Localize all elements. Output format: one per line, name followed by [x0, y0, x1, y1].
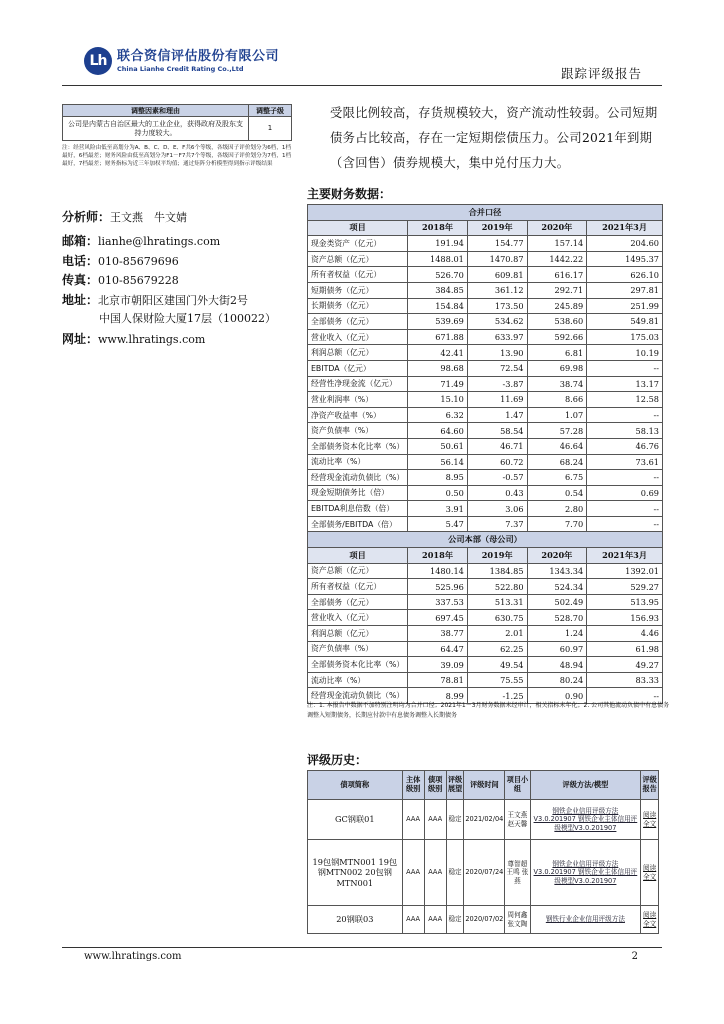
fin-row-item: 现金短期债务比（倍）	[308, 485, 408, 501]
fin-row-item: 资产负债率（%）	[308, 641, 408, 657]
page-number: 2	[631, 951, 638, 962]
fin-row-value: 251.99	[587, 298, 663, 314]
fin-row-value: 1.24	[527, 626, 587, 642]
fin-row-value: 0.43	[467, 485, 527, 501]
fin-row-value: 534.62	[467, 314, 527, 330]
fin-row	[308, 579, 663, 595]
fin-row-value: 13.17	[587, 376, 663, 392]
history-col-header: 评级报告	[641, 771, 659, 800]
website-row	[62, 330, 312, 350]
history-date: 2020/07/24	[464, 840, 505, 906]
rating-history-table	[307, 770, 659, 934]
fin-row-value: 173.50	[467, 298, 527, 314]
fin-row-value: 64.47	[408, 641, 468, 657]
fax-row	[62, 271, 312, 291]
fin-row-value: 38.74	[527, 376, 587, 392]
fin-row-value: 15.10	[408, 392, 468, 408]
fin-row-value: 8.99	[408, 688, 468, 704]
fin-row-item: 经营现金流动负债比（%）	[308, 470, 408, 486]
history-col-header: 债项简称	[308, 771, 403, 800]
fin-row	[308, 298, 663, 314]
fin-row-value: 11.69	[467, 392, 527, 408]
analyst-row	[62, 208, 312, 232]
fin-row-value: 513.95	[587, 594, 663, 610]
history-report-link[interactable]: 阅读全文	[641, 906, 659, 934]
fin-row-item: 现金类资产（亿元）	[308, 236, 408, 252]
fin-row-value: -3.87	[467, 376, 527, 392]
fin-row-item: 流动比率（%）	[308, 454, 408, 470]
header-divider	[62, 85, 662, 86]
fin-row-value: 46.71	[467, 438, 527, 454]
fin-row-value: 525.96	[408, 579, 468, 595]
fin-row	[308, 516, 663, 532]
fin-row-value: 526.70	[408, 267, 468, 283]
history-bond-rating: AAA	[424, 800, 446, 840]
history-col-header: 项目小组	[505, 771, 530, 800]
fin-section-title: 主要财务数据：	[307, 187, 392, 201]
fin-row-value: 175.03	[587, 329, 663, 345]
fin-row	[308, 251, 663, 267]
fin-row-value: 1470.87	[467, 251, 527, 267]
fin-row-item: 全部债务（亿元）	[308, 594, 408, 610]
fin-row-value: 630.75	[467, 610, 527, 626]
address-label: 地址：	[62, 292, 99, 307]
company-name-cn: 联合资信评估股份有限公司	[117, 48, 280, 64]
fin-row-value: 191.94	[408, 236, 468, 252]
fin-row-value: 80.24	[527, 672, 587, 688]
contact-block	[62, 208, 312, 349]
history-outlook: 稳定	[446, 906, 464, 934]
fin-row-item: EBITDA（亿元）	[308, 360, 408, 376]
fin-row-value: 1.07	[527, 407, 587, 423]
fin-col-header: 2019年	[467, 220, 527, 236]
fin-row-value: 57.28	[527, 423, 587, 439]
phone-label: 电话：	[62, 253, 99, 268]
fin-col-header: 2019年	[467, 548, 527, 564]
fin-row-value: 513.31	[467, 594, 527, 610]
fin-row-value: 49.27	[587, 657, 663, 673]
fin-row-value: 75.55	[467, 672, 527, 688]
history-bond-rating: AAA	[424, 840, 446, 906]
history-col-header: 评级展望	[446, 771, 464, 800]
fin-row-value: 13.90	[467, 345, 527, 361]
fin-row-value: 529.27	[587, 579, 663, 595]
fin-row-value: 1343.34	[527, 563, 587, 579]
website-value[interactable]: www.lhratings.com	[98, 332, 206, 346]
fin-row-item: 流动比率（%）	[308, 672, 408, 688]
fin-row-item: 净资产收益率（%）	[308, 407, 408, 423]
fin-row-value: 46.64	[527, 438, 587, 454]
fin-row-value: 2.01	[467, 626, 527, 642]
fin-row-item: EBITDA利息倍数（倍）	[308, 501, 408, 517]
fin-row-value: 528.70	[527, 610, 587, 626]
fin-row-value: 592.66	[527, 329, 587, 345]
fin-row-value: 1392.01	[587, 563, 663, 579]
phone-value: 010-85679696	[98, 254, 179, 268]
fin-row-item: 所有者权益（亿元）	[308, 579, 408, 595]
history-section-title: 评级历史：	[307, 753, 368, 767]
fin-row-value: 626.10	[587, 267, 663, 283]
fin-row-value: 6.81	[527, 345, 587, 361]
fin-row-value: 1488.01	[408, 251, 468, 267]
fin-row-item: 长期债务（亿元）	[308, 298, 408, 314]
fin-row-value: 4.46	[587, 626, 663, 642]
history-row	[308, 800, 659, 840]
fin-row-value: --	[587, 360, 663, 376]
fin-row-value: 7.37	[467, 516, 527, 532]
fin-row-value: 56.14	[408, 454, 468, 470]
adjustment-note: 注：经营风险由低至高划分为A、B、C、D、E、F共6个等级，各级因子评价划分为6档，1档最好，6档最差；财务风险由低至高划分为F1－F7共7个等级，各级因子评价划分为7档，1档最好，7档最差；财务指标为近三年加权平均值；通过矩阵分析模型得到指示评级结果	[62, 145, 292, 168]
fin-col-header: 2020年	[527, 220, 587, 236]
fin-row-value: 337.53	[408, 594, 468, 610]
email-label: 邮箱：	[62, 234, 99, 248]
fin-row-item: 所有者权益（亿元）	[308, 267, 408, 283]
fin-col-header: 2021年3月	[587, 220, 663, 236]
fin-row-item: 全部债务（亿元）	[308, 314, 408, 330]
email-row	[62, 232, 312, 252]
fin-row-value: 10.19	[587, 345, 663, 361]
history-report-link[interactable]: 阅读全文	[641, 800, 659, 840]
fin-row-value: 361.12	[467, 282, 527, 298]
fin-row	[308, 563, 663, 579]
fin-row-item: 经营现金流动负债比（%）	[308, 688, 408, 704]
fin-row-value: 98.68	[408, 360, 468, 376]
fin-row-value: 154.84	[408, 298, 468, 314]
fin-row-item: 全部债务资本化比率（%）	[308, 657, 408, 673]
history-row	[308, 906, 659, 934]
fin-row-value: 1.47	[467, 407, 527, 423]
fin-row-value: 1495.37	[587, 251, 663, 267]
analyst-value: 王文燕 牛文婧	[110, 211, 188, 224]
fin-row-item: 经营性净现金流（亿元）	[308, 376, 408, 392]
fin-row-item: 全部债务资本化比率（%）	[308, 438, 408, 454]
adjustment-table	[62, 104, 292, 141]
fin-row-item: 营业收入（亿元）	[308, 610, 408, 626]
fin-row	[308, 392, 663, 408]
phone-row	[62, 252, 312, 272]
fin-row	[308, 438, 663, 454]
fin-row-value: 42.41	[408, 345, 468, 361]
fin-row-value: 154.77	[467, 236, 527, 252]
fin-row-value: 58.13	[587, 423, 663, 439]
fin-row-value: 0.90	[527, 688, 587, 704]
adjustment-reason: 公司是内蒙古自治区最大的工业企业，获得政府及股东支持力度较大。	[63, 117, 249, 141]
lianhe-logo-icon: Lh	[84, 47, 112, 75]
fin-row-value: 71.49	[408, 376, 468, 392]
fin-row-value: 549.81	[587, 314, 663, 330]
body-paragraph: 受限比例较高，存货规模较大，资产流动性较弱。公司短期债务占比较高，存在一定短期偿债压力。公司2021年到期（含回售）债券规模大，集中兑付压力大。	[330, 106, 658, 170]
fin-row-value: 156.93	[587, 610, 663, 626]
fin-row-value: 616.17	[527, 267, 587, 283]
fin-row-value: 83.33	[587, 672, 663, 688]
history-issuer-rating: AAA	[402, 906, 424, 934]
fin-row-value: -0.57	[467, 470, 527, 486]
fin-row-value: 384.85	[408, 282, 468, 298]
consolidated-group-header	[308, 205, 663, 221]
adjustment-notch: 1	[249, 117, 292, 141]
fin-row	[308, 267, 663, 283]
history-issuer-rating: AAA	[402, 800, 424, 840]
fin-row	[308, 626, 663, 642]
history-bond-name: 20钢联03	[308, 906, 403, 934]
fin-row-item: 营业利润率（%）	[308, 392, 408, 408]
history-team: 尊智超 王鸣 张燕	[505, 840, 530, 906]
history-col-header: 主体级别	[402, 771, 424, 800]
fin-row	[308, 407, 663, 423]
fin-row	[308, 610, 663, 626]
fin-col-header: 2020年	[527, 548, 587, 564]
fin-row-value: 73.61	[587, 454, 663, 470]
fin-row-value: 157.14	[527, 236, 587, 252]
fin-row-value: 69.98	[527, 360, 587, 376]
fin-row	[308, 282, 663, 298]
fin-row-value: 671.88	[408, 329, 468, 345]
fax-label: 传真：	[62, 273, 99, 287]
company-logo	[84, 47, 279, 75]
footer-url[interactable]: www.lhratings.com	[84, 951, 182, 962]
history-report-link[interactable]: 阅读全文	[641, 840, 659, 906]
fax-value: 010-85679228	[98, 274, 179, 287]
fin-row-value: 1480.14	[408, 563, 468, 579]
fin-row-value: 5.47	[408, 516, 468, 532]
fin-row-value: 538.60	[527, 314, 587, 330]
parent-group-header-title: 公司本部（母公司）	[308, 532, 663, 548]
fin-row-value: --	[587, 516, 663, 532]
fin-row	[308, 657, 663, 673]
fin-row-item: 营业收入（亿元）	[308, 329, 408, 345]
history-bond-rating: AAA	[424, 906, 446, 934]
fin-row-item: 短期债务（亿元）	[308, 282, 408, 298]
analyst-label: 分析师：	[62, 210, 111, 224]
history-outlook: 稳定	[446, 800, 464, 840]
fin-row-value: 1442.22	[527, 251, 587, 267]
parent-group-header	[308, 532, 663, 548]
fin-row	[308, 236, 663, 252]
history-col-header: 债项级别	[424, 771, 446, 800]
history-method-link[interactable]: 钢铁企业信用评级方法V3.0.201907 钢铁企业主体信用评级模型V3.0.201907	[530, 840, 641, 906]
fin-row	[308, 470, 663, 486]
fin-row-value: --	[587, 501, 663, 517]
fin-row-value: 46.76	[587, 438, 663, 454]
fin-row-item: 全部债务/EBITDA（倍）	[308, 516, 408, 532]
fin-row-value: 0.54	[527, 485, 587, 501]
fin-row-value: 0.69	[587, 485, 663, 501]
history-issuer-rating: AAA	[402, 840, 424, 906]
consolidated-col-headers	[308, 220, 663, 236]
fin-col-header: 项目	[308, 220, 408, 236]
fin-row	[308, 314, 663, 330]
history-team: 王文燕 赵天馨	[505, 800, 530, 840]
fin-row-value: 7.70	[527, 516, 587, 532]
fin-row-value: 3.91	[408, 501, 468, 517]
fin-row-value: 6.32	[408, 407, 468, 423]
history-outlook: 稳定	[446, 840, 464, 906]
fin-row-value: 48.94	[527, 657, 587, 673]
fin-col-header: 2018年	[408, 220, 468, 236]
fin-row	[308, 594, 663, 610]
history-row	[308, 840, 659, 906]
email-value[interactable]: lianhe@lhratings.com	[98, 235, 221, 248]
report-type: 跟踪评级报告	[560, 66, 642, 81]
fin-row-value: 0.50	[408, 485, 468, 501]
fin-row-value: 2.80	[527, 501, 587, 517]
history-method-link[interactable]: 钢铁企业信用评级方法V3.0.201907 钢铁企业主体信用评级模型V3.0.201907	[530, 800, 641, 840]
fin-row-value: 12.58	[587, 392, 663, 408]
fin-row-value: --	[587, 688, 663, 704]
fin-col-header: 项目	[308, 548, 408, 564]
fin-row-value: --	[587, 470, 663, 486]
address-row	[62, 291, 312, 311]
fin-row-value: 58.54	[467, 423, 527, 439]
fin-row-item: 利润总额（亿元）	[308, 345, 408, 361]
fin-row-value: 8.95	[408, 470, 468, 486]
fin-row	[308, 423, 663, 439]
fin-row-value: 68.24	[527, 454, 587, 470]
fin-row-value: 50.61	[408, 438, 468, 454]
fin-row	[308, 641, 663, 657]
fin-row-value: 204.60	[587, 236, 663, 252]
fin-row	[308, 345, 663, 361]
history-bond-name: GC钢联01	[308, 800, 403, 840]
fin-note: 注：1. 本报告中数据不加特别注明均为合并口径；2021年1－3月财务数据未经审计，相关指标未年化；2. 公司其他流动负债中有息债务调整入短期债务，长期应付款中有息债务调整入长期债务	[307, 702, 670, 720]
fin-row-value: 697.45	[408, 610, 468, 626]
financial-table	[307, 204, 663, 704]
fin-row-value: 522.80	[467, 579, 527, 595]
history-date: 2021/02/04	[464, 800, 505, 840]
fin-row-value: 64.60	[408, 423, 468, 439]
fin-row-value: 3.06	[467, 501, 527, 517]
fin-row-value: 8.66	[527, 392, 587, 408]
adjustment-col-notch: 调整子级	[249, 105, 292, 117]
fin-row-value: 633.97	[467, 329, 527, 345]
fin-row-value: 502.49	[527, 594, 587, 610]
fin-row-value: 61.98	[587, 641, 663, 657]
history-col-header: 评级方法/模型	[530, 771, 641, 800]
fin-row-value: 62.25	[467, 641, 527, 657]
fin-row-value: 38.77	[408, 626, 468, 642]
fin-row-value: 60.72	[467, 454, 527, 470]
consolidated-group-header-title: 合并口径	[308, 205, 663, 221]
fin-row-value: 524.34	[527, 579, 587, 595]
fin-row-item: 资产总额（亿元）	[308, 563, 408, 579]
fin-row-item: 资产负债率（%）	[308, 423, 408, 439]
fin-row-value: 1384.85	[467, 563, 527, 579]
fin-row-value: 6.75	[527, 470, 587, 486]
fin-row-value: 539.69	[408, 314, 468, 330]
history-date: 2020/07/02	[464, 906, 505, 934]
fin-row	[308, 672, 663, 688]
fin-row-item: 资产总额（亿元）	[308, 251, 408, 267]
adjustment-col-reason: 调整因素和理由	[63, 105, 249, 117]
fin-row	[308, 485, 663, 501]
website-label: 网址：	[62, 331, 99, 346]
history-method-link[interactable]: 钢铁行业企业信用评级方法	[530, 906, 641, 934]
history-col-header: 评级时间	[464, 771, 505, 800]
history-bond-name: 19包钢MTN001 19包钢MTN002 20包钢MTN001	[308, 840, 403, 906]
fin-row-value: 245.89	[527, 298, 587, 314]
fin-row-value: 78.81	[408, 672, 468, 688]
address-line1: 北京市朝阳区建国门外大街2号	[98, 293, 249, 307]
adjustment-section	[62, 104, 292, 168]
fin-row	[308, 376, 663, 392]
fin-row	[308, 501, 663, 517]
fin-row	[308, 329, 663, 345]
history-team: 周何鑫 张文陶	[505, 906, 530, 934]
fin-col-header: 2018年	[408, 548, 468, 564]
address-line2: 中国人保财险大厦17层（100022）	[99, 312, 276, 325]
fin-row-value: 292.71	[527, 282, 587, 298]
fin-row	[308, 360, 663, 376]
fin-row-value: --	[587, 407, 663, 423]
footer-divider	[62, 947, 662, 948]
fin-row-value: -1.25	[467, 688, 527, 704]
fin-row-value: 609.81	[467, 267, 527, 283]
fin-row-value: 297.81	[587, 282, 663, 298]
fin-col-header: 2021年3月	[587, 548, 663, 564]
fin-row	[308, 454, 663, 470]
parent-col-headers	[308, 548, 663, 564]
fin-row-value: 72.54	[467, 360, 527, 376]
fin-row-value: 49.54	[467, 657, 527, 673]
company-name-en: China Lianhe Credit Rating Co.,Ltd	[117, 64, 244, 73]
fin-row-value: 60.97	[527, 641, 587, 657]
fin-row-value: 39.09	[408, 657, 468, 673]
fin-row-item: 利润总额（亿元）	[308, 626, 408, 642]
